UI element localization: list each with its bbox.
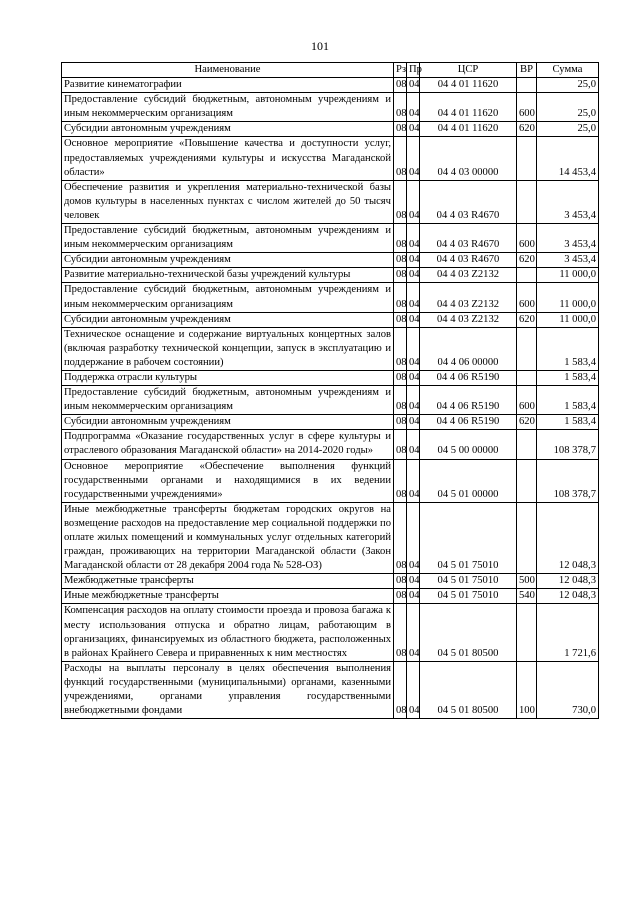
- column-header-sum: Сумма: [537, 63, 599, 78]
- table-row: [62, 283, 599, 312]
- cell-rz: 08: [394, 502, 407, 573]
- cell-name: Предоставление субсидий бюджетным, автономным учреждениям и иным некоммерческим организациям: [62, 386, 394, 415]
- cell-sum: 11 000,0: [537, 268, 599, 283]
- cell-pr: 04: [407, 502, 420, 573]
- cell-rz: 08: [394, 574, 407, 589]
- cell-csr: 04 5 01 80500: [420, 604, 517, 661]
- cell-vr: [517, 327, 537, 370]
- cell-rz: 08: [394, 122, 407, 137]
- table-row: [62, 312, 599, 327]
- cell-vr: [517, 137, 537, 180]
- cell-vr: 620: [517, 415, 537, 430]
- cell-csr: 04 4 06 00000: [420, 327, 517, 370]
- cell-csr: 04 4 03 R4670: [420, 224, 517, 253]
- cell-sum: 1 721,6: [537, 604, 599, 661]
- cell-pr: 04: [407, 386, 420, 415]
- cell-sum: 12 048,3: [537, 502, 599, 573]
- cell-pr: 04: [407, 430, 420, 459]
- table-row: [62, 661, 599, 718]
- cell-rz: 08: [394, 180, 407, 223]
- cell-pr: 04: [407, 370, 420, 385]
- cell-vr: [517, 459, 537, 502]
- cell-csr: 04 4 03 00000: [420, 137, 517, 180]
- cell-sum: 3 453,4: [537, 180, 599, 223]
- cell-rz: 08: [394, 78, 407, 93]
- column-header-vr: ВР: [517, 63, 537, 78]
- cell-sum: 11 000,0: [537, 312, 599, 327]
- cell-sum: 25,0: [537, 78, 599, 93]
- cell-name: Субсидии автономным учреждениям: [62, 415, 394, 430]
- cell-rz: 08: [394, 93, 407, 122]
- cell-csr: 04 5 01 75010: [420, 502, 517, 573]
- table-row: [62, 253, 599, 268]
- table-row: [62, 430, 599, 459]
- cell-csr: 04 4 01 11620: [420, 78, 517, 93]
- cell-csr: 04 4 03 Z2132: [420, 312, 517, 327]
- cell-vr: [517, 180, 537, 223]
- cell-rz: 08: [394, 459, 407, 502]
- cell-sum: 1 583,4: [537, 370, 599, 385]
- cell-name: Межбюджетные трансферты: [62, 574, 394, 589]
- table-row: [62, 93, 599, 122]
- cell-pr: 04: [407, 283, 420, 312]
- column-header-csr: ЦСР: [420, 63, 517, 78]
- cell-pr: 04: [407, 574, 420, 589]
- cell-sum: 108 378,7: [537, 430, 599, 459]
- cell-sum: 14 453,4: [537, 137, 599, 180]
- cell-rz: 08: [394, 283, 407, 312]
- cell-pr: 04: [407, 224, 420, 253]
- table-row: [62, 589, 599, 604]
- cell-vr: 100: [517, 661, 537, 718]
- cell-sum: 25,0: [537, 122, 599, 137]
- cell-sum: 730,0: [537, 661, 599, 718]
- table-row: [62, 224, 599, 253]
- cell-pr: 04: [407, 327, 420, 370]
- cell-csr: 04 4 06 R5190: [420, 386, 517, 415]
- cell-vr: 600: [517, 93, 537, 122]
- cell-pr: 04: [407, 604, 420, 661]
- cell-rz: 08: [394, 268, 407, 283]
- table-header-row: [62, 63, 599, 78]
- cell-name: Субсидии автономным учреждениям: [62, 253, 394, 268]
- cell-sum: 12 048,3: [537, 589, 599, 604]
- cell-vr: [517, 268, 537, 283]
- cell-vr: 600: [517, 224, 537, 253]
- cell-pr: 04: [407, 93, 420, 122]
- cell-rz: 08: [394, 415, 407, 430]
- cell-name: Субсидии автономным учреждениям: [62, 122, 394, 137]
- cell-name: Иные межбюджетные трансферты бюджетам городских округов на возмещение расходов на предоставление мер социальной поддержки по оплате жилых помещений и коммунальных услуг отдельных категорий граждан, проживающих на территории Магаданской области (Закон Магаданской области от 28 декабря 2004 года № 528-ОЗ): [62, 502, 394, 573]
- cell-csr: 04 4 01 11620: [420, 93, 517, 122]
- cell-pr: 04: [407, 180, 420, 223]
- cell-name: Техническое оснащение и содержание виртуальных концертных залов (включая разработку технической концепции, запуск в эксплуатацию и поддержание в рабочем состоянии): [62, 327, 394, 370]
- cell-csr: 04 4 06 R5190: [420, 370, 517, 385]
- cell-pr: 04: [407, 268, 420, 283]
- table-row: [62, 122, 599, 137]
- cell-name: Основное мероприятие «Обеспечение выполнения функций государственными органами и находящимися в их ведении государственными учреждениями»: [62, 459, 394, 502]
- table-row: [62, 180, 599, 223]
- table-row: [62, 268, 599, 283]
- cell-vr: [517, 430, 537, 459]
- cell-csr: 04 4 03 Z2132: [420, 283, 517, 312]
- cell-rz: 08: [394, 661, 407, 718]
- cell-rz: 08: [394, 604, 407, 661]
- cell-sum: 1 583,4: [537, 415, 599, 430]
- cell-pr: 04: [407, 459, 420, 502]
- table-row: [62, 386, 599, 415]
- cell-vr: 620: [517, 122, 537, 137]
- page-number: 101: [311, 39, 329, 53]
- cell-name: Поддержка отрасли культуры: [62, 370, 394, 385]
- table-row: [62, 327, 599, 370]
- table-row: [62, 78, 599, 93]
- table-row: [62, 415, 599, 430]
- cell-csr: 04 5 01 00000: [420, 459, 517, 502]
- cell-rz: 08: [394, 370, 407, 385]
- cell-name: Предоставление субсидий бюджетным, автономным учреждениям и иным некоммерческим организациям: [62, 224, 394, 253]
- cell-name: Развитие кинематографии: [62, 78, 394, 93]
- cell-vr: [517, 502, 537, 573]
- cell-name: Предоставление субсидий бюджетным, автономным учреждениям и иным некоммерческим организациям: [62, 93, 394, 122]
- cell-rz: 08: [394, 253, 407, 268]
- cell-csr: 04 4 03 R4670: [420, 253, 517, 268]
- table-row: [62, 459, 599, 502]
- column-header-pr: Пр: [407, 63, 420, 78]
- cell-name: Обеспечение развития и укрепления материально-технической базы домов культуры в населенных пунктах с числом жителей до 50 тысяч человек: [62, 180, 394, 223]
- cell-pr: 04: [407, 415, 420, 430]
- cell-name: Развитие материально-технической базы учреждений культуры: [62, 268, 394, 283]
- cell-name: Субсидии автономным учреждениям: [62, 312, 394, 327]
- column-header-name: Наименование: [62, 63, 394, 78]
- table-row: [62, 574, 599, 589]
- cell-vr: 600: [517, 283, 537, 312]
- cell-name: Расходы на выплаты персоналу в целях обеспечения выполнения функций государственными (муниципальными) органами, казенными учреждениями, органами управления государственными внебюджетными фондами: [62, 661, 394, 718]
- cell-sum: 1 583,4: [537, 327, 599, 370]
- cell-pr: 04: [407, 122, 420, 137]
- cell-csr: 04 5 01 75010: [420, 574, 517, 589]
- cell-rz: 08: [394, 327, 407, 370]
- cell-csr: 04 5 00 00000: [420, 430, 517, 459]
- cell-sum: 108 378,7: [537, 459, 599, 502]
- cell-pr: 04: [407, 137, 420, 180]
- column-header-rz: Рз: [394, 63, 407, 78]
- cell-vr: 600: [517, 386, 537, 415]
- cell-name: Предоставление субсидий бюджетным, автономным учреждениям и иным некоммерческим организациям: [62, 283, 394, 312]
- cell-vr: [517, 78, 537, 93]
- cell-vr: 540: [517, 589, 537, 604]
- cell-sum: 11 000,0: [537, 283, 599, 312]
- cell-csr: 04 4 01 11620: [420, 122, 517, 137]
- cell-name: Иные межбюджетные трансферты: [62, 589, 394, 604]
- cell-pr: 04: [407, 253, 420, 268]
- cell-sum: 25,0: [537, 93, 599, 122]
- cell-sum: 1 583,4: [537, 386, 599, 415]
- cell-csr: 04 5 01 80500: [420, 661, 517, 718]
- cell-pr: 04: [407, 312, 420, 327]
- table-row: [62, 502, 599, 573]
- cell-vr: 620: [517, 312, 537, 327]
- table-row: [62, 370, 599, 385]
- cell-vr: 620: [517, 253, 537, 268]
- cell-sum: 3 453,4: [537, 224, 599, 253]
- cell-name: Основное мероприятие «Повышение качества и доступности услуг, предоставляемых учреждениями культуры и искусства Магаданской области»: [62, 137, 394, 180]
- table-body: [62, 78, 599, 719]
- cell-rz: 08: [394, 386, 407, 415]
- cell-vr: [517, 370, 537, 385]
- cell-rz: 08: [394, 224, 407, 253]
- cell-rz: 08: [394, 137, 407, 180]
- cell-csr: 04 4 06 R5190: [420, 415, 517, 430]
- table-row: [62, 604, 599, 661]
- cell-rz: 08: [394, 312, 407, 327]
- cell-pr: 04: [407, 589, 420, 604]
- cell-sum: 3 453,4: [537, 253, 599, 268]
- cell-pr: 04: [407, 78, 420, 93]
- table-row: [62, 137, 599, 180]
- cell-name: Компенсация расходов на оплату стоимости проезда и провоза багажа к месту использования отпуска и обратно лицам, работающим в организациях, финансируемых из областного бюджета, расположенных в районах Крайнего Севера и приравненных к ним местностях: [62, 604, 394, 661]
- cell-name: Подпрограмма «Оказание государственных услуг в сфере культуры и отраслевого образования Магаданской области» на 2014-2020 годы»: [62, 430, 394, 459]
- cell-sum: 12 048,3: [537, 574, 599, 589]
- cell-rz: 08: [394, 589, 407, 604]
- budget-table: [61, 62, 599, 719]
- cell-csr: 04 4 03 Z2132: [420, 268, 517, 283]
- cell-csr: 04 5 01 75010: [420, 589, 517, 604]
- cell-pr: 04: [407, 661, 420, 718]
- cell-rz: 08: [394, 430, 407, 459]
- cell-csr: 04 4 03 R4670: [420, 180, 517, 223]
- cell-vr: [517, 604, 537, 661]
- cell-vr: 500: [517, 574, 537, 589]
